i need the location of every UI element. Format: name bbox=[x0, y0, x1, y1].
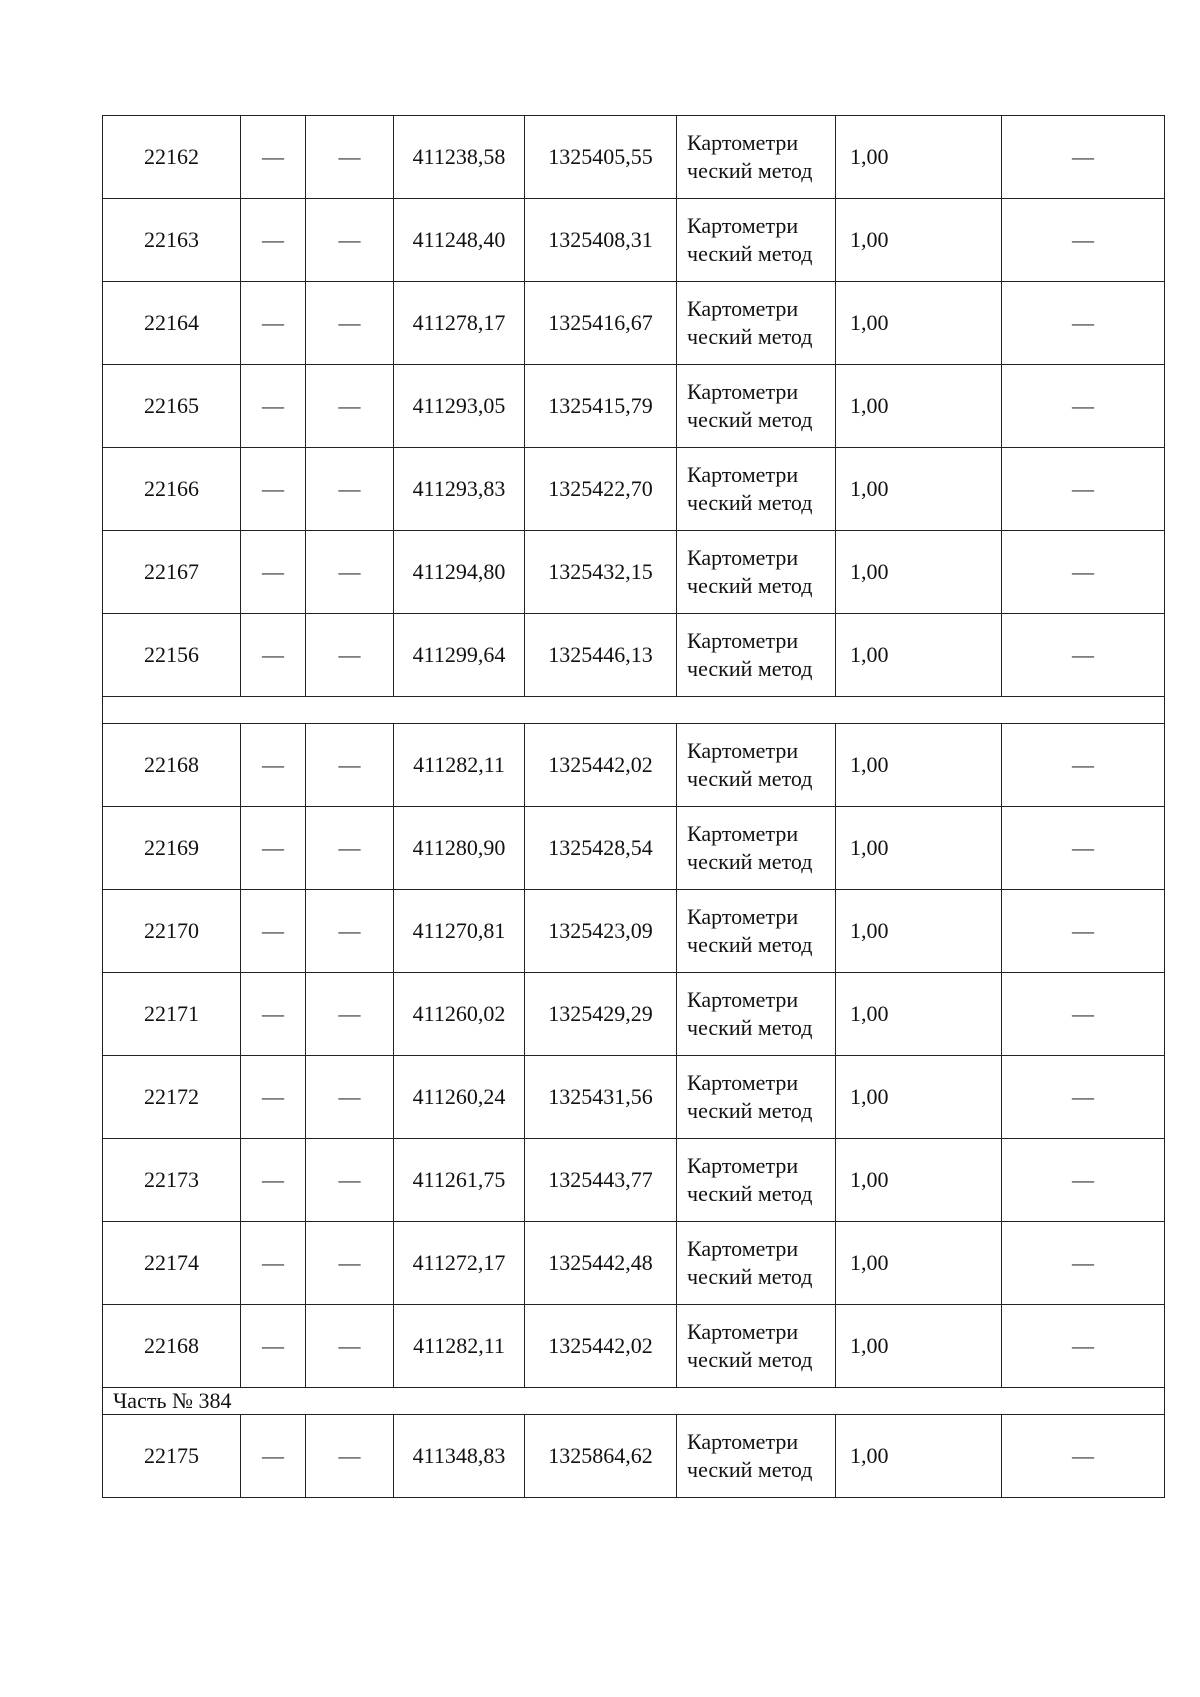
y-coordinate: 1325422,70 bbox=[525, 448, 677, 531]
accuracy-cell: 1,00 bbox=[836, 724, 1002, 807]
y-coordinate: 1325408,31 bbox=[525, 199, 677, 282]
dash-cell: — bbox=[306, 1415, 394, 1498]
dash-cell: — bbox=[1002, 1139, 1165, 1222]
y-coordinate: 1325446,13 bbox=[525, 614, 677, 697]
y-coordinate: 1325429,29 bbox=[525, 973, 677, 1056]
table-row bbox=[103, 1222, 1165, 1305]
separator-cell bbox=[103, 697, 1165, 724]
dash-cell: — bbox=[1002, 199, 1165, 282]
dash-cell: — bbox=[241, 1305, 306, 1388]
dash-cell: — bbox=[241, 724, 306, 807]
dash-cell: — bbox=[241, 365, 306, 448]
x-coordinate: 411260,02 bbox=[394, 973, 525, 1056]
table-row bbox=[103, 199, 1165, 282]
dash-cell: — bbox=[306, 199, 394, 282]
x-coordinate: 411282,11 bbox=[394, 1305, 525, 1388]
method-cell: Картометри ческий метод bbox=[677, 1415, 836, 1498]
table-body bbox=[103, 116, 1165, 1498]
x-coordinate: 411270,81 bbox=[394, 890, 525, 973]
x-coordinate: 411272,17 bbox=[394, 1222, 525, 1305]
dash-cell: — bbox=[1002, 1305, 1165, 1388]
method-cell: Картометри ческий метод bbox=[677, 116, 836, 199]
y-coordinate: 1325428,54 bbox=[525, 807, 677, 890]
table-row bbox=[103, 1305, 1165, 1388]
table-row bbox=[103, 282, 1165, 365]
accuracy-cell: 1,00 bbox=[836, 199, 1002, 282]
x-coordinate: 411282,11 bbox=[394, 724, 525, 807]
table-row bbox=[103, 1056, 1165, 1139]
accuracy-cell: 1,00 bbox=[836, 282, 1002, 365]
dash-cell: — bbox=[1002, 724, 1165, 807]
x-coordinate: 411238,58 bbox=[394, 116, 525, 199]
dash-cell: — bbox=[1002, 807, 1165, 890]
part-heading-row bbox=[103, 1388, 1165, 1415]
point-number: 22164 bbox=[103, 282, 241, 365]
table-row bbox=[103, 448, 1165, 531]
dash-cell: — bbox=[306, 116, 394, 199]
table-row bbox=[103, 365, 1165, 448]
point-number: 22168 bbox=[103, 724, 241, 807]
dash-cell: — bbox=[241, 973, 306, 1056]
point-number: 22173 bbox=[103, 1139, 241, 1222]
y-coordinate: 1325864,62 bbox=[525, 1415, 677, 1498]
point-number: 22166 bbox=[103, 448, 241, 531]
accuracy-cell: 1,00 bbox=[836, 448, 1002, 531]
dash-cell: — bbox=[306, 1139, 394, 1222]
method-cell: Картометри ческий метод bbox=[677, 1139, 836, 1222]
accuracy-cell: 1,00 bbox=[836, 531, 1002, 614]
accuracy-cell: 1,00 bbox=[836, 1056, 1002, 1139]
point-number: 22174 bbox=[103, 1222, 241, 1305]
dash-cell: — bbox=[241, 116, 306, 199]
dash-cell: — bbox=[306, 724, 394, 807]
coordinates-table bbox=[102, 115, 1165, 1498]
dash-cell: — bbox=[1002, 890, 1165, 973]
y-coordinate: 1325432,15 bbox=[525, 531, 677, 614]
dash-cell: — bbox=[306, 807, 394, 890]
x-coordinate: 411278,17 bbox=[394, 282, 525, 365]
y-coordinate: 1325442,48 bbox=[525, 1222, 677, 1305]
method-cell: Картометри ческий метод bbox=[677, 282, 836, 365]
x-coordinate: 411261,75 bbox=[394, 1139, 525, 1222]
table-row bbox=[103, 890, 1165, 973]
table-row bbox=[103, 973, 1165, 1056]
dash-cell: — bbox=[1002, 973, 1165, 1056]
dash-cell: — bbox=[1002, 116, 1165, 199]
x-coordinate: 411260,24 bbox=[394, 1056, 525, 1139]
part-heading: Часть № 384 bbox=[103, 1388, 1165, 1415]
dash-cell: — bbox=[1002, 282, 1165, 365]
method-cell: Картометри ческий метод bbox=[677, 448, 836, 531]
dash-cell: — bbox=[241, 1222, 306, 1305]
y-coordinate: 1325442,02 bbox=[525, 1305, 677, 1388]
dash-cell: — bbox=[306, 1222, 394, 1305]
dash-cell: — bbox=[1002, 1056, 1165, 1139]
dash-cell: — bbox=[306, 448, 394, 531]
x-coordinate: 411348,83 bbox=[394, 1415, 525, 1498]
x-coordinate: 411248,40 bbox=[394, 199, 525, 282]
y-coordinate: 1325416,67 bbox=[525, 282, 677, 365]
point-number: 22169 bbox=[103, 807, 241, 890]
x-coordinate: 411293,05 bbox=[394, 365, 525, 448]
method-cell: Картометри ческий метод bbox=[677, 1305, 836, 1388]
table-row bbox=[103, 807, 1165, 890]
method-cell: Картометри ческий метод bbox=[677, 614, 836, 697]
y-coordinate: 1325442,02 bbox=[525, 724, 677, 807]
dash-cell: — bbox=[241, 199, 306, 282]
accuracy-cell: 1,00 bbox=[836, 1139, 1002, 1222]
method-cell: Картометри ческий метод bbox=[677, 1056, 836, 1139]
dash-cell: — bbox=[241, 448, 306, 531]
x-coordinate: 411294,80 bbox=[394, 531, 525, 614]
dash-cell: — bbox=[306, 282, 394, 365]
method-cell: Картометри ческий метод bbox=[677, 807, 836, 890]
dash-cell: — bbox=[306, 531, 394, 614]
accuracy-cell: 1,00 bbox=[836, 973, 1002, 1056]
point-number: 22175 bbox=[103, 1415, 241, 1498]
point-number: 22170 bbox=[103, 890, 241, 973]
accuracy-cell: 1,00 bbox=[836, 365, 1002, 448]
dash-cell: — bbox=[241, 807, 306, 890]
dash-cell: — bbox=[241, 531, 306, 614]
method-cell: Картометри ческий метод bbox=[677, 199, 836, 282]
y-coordinate: 1325405,55 bbox=[525, 116, 677, 199]
method-cell: Картометри ческий метод bbox=[677, 724, 836, 807]
dash-cell: — bbox=[1002, 365, 1165, 448]
separator-row bbox=[103, 697, 1165, 724]
method-cell: Картометри ческий метод bbox=[677, 1222, 836, 1305]
table-row bbox=[103, 1139, 1165, 1222]
dash-cell: — bbox=[1002, 1222, 1165, 1305]
dash-cell: — bbox=[306, 973, 394, 1056]
dash-cell: — bbox=[241, 1139, 306, 1222]
point-number: 22165 bbox=[103, 365, 241, 448]
accuracy-cell: 1,00 bbox=[836, 807, 1002, 890]
dash-cell: — bbox=[306, 614, 394, 697]
table-row bbox=[103, 1415, 1165, 1498]
table-row bbox=[103, 116, 1165, 199]
dash-cell: — bbox=[306, 1305, 394, 1388]
method-cell: Картометри ческий метод bbox=[677, 973, 836, 1056]
x-coordinate: 411293,83 bbox=[394, 448, 525, 531]
dash-cell: — bbox=[306, 890, 394, 973]
point-number: 22167 bbox=[103, 531, 241, 614]
table-row bbox=[103, 531, 1165, 614]
point-number: 22171 bbox=[103, 973, 241, 1056]
accuracy-cell: 1,00 bbox=[836, 614, 1002, 697]
y-coordinate: 1325431,56 bbox=[525, 1056, 677, 1139]
method-cell: Картометри ческий метод bbox=[677, 531, 836, 614]
dash-cell: — bbox=[1002, 614, 1165, 697]
method-cell: Картометри ческий метод bbox=[677, 890, 836, 973]
dash-cell: — bbox=[241, 890, 306, 973]
dash-cell: — bbox=[241, 1056, 306, 1139]
table-row bbox=[103, 724, 1165, 807]
accuracy-cell: 1,00 bbox=[836, 116, 1002, 199]
dash-cell: — bbox=[1002, 448, 1165, 531]
point-number: 22172 bbox=[103, 1056, 241, 1139]
point-number: 22156 bbox=[103, 614, 241, 697]
y-coordinate: 1325415,79 bbox=[525, 365, 677, 448]
x-coordinate: 411299,64 bbox=[394, 614, 525, 697]
point-number: 22163 bbox=[103, 199, 241, 282]
table-row bbox=[103, 614, 1165, 697]
accuracy-cell: 1,00 bbox=[836, 1415, 1002, 1498]
dash-cell: — bbox=[306, 1056, 394, 1139]
point-number: 22162 bbox=[103, 116, 241, 199]
accuracy-cell: 1,00 bbox=[836, 890, 1002, 973]
accuracy-cell: 1,00 bbox=[836, 1222, 1002, 1305]
point-number: 22168 bbox=[103, 1305, 241, 1388]
x-coordinate: 411280,90 bbox=[394, 807, 525, 890]
dash-cell: — bbox=[1002, 1415, 1165, 1498]
accuracy-cell: 1,00 bbox=[836, 1305, 1002, 1388]
y-coordinate: 1325423,09 bbox=[525, 890, 677, 973]
dash-cell: — bbox=[241, 282, 306, 365]
dash-cell: — bbox=[1002, 531, 1165, 614]
dash-cell: — bbox=[306, 365, 394, 448]
method-cell: Картометри ческий метод bbox=[677, 365, 836, 448]
y-coordinate: 1325443,77 bbox=[525, 1139, 677, 1222]
dash-cell: — bbox=[241, 614, 306, 697]
dash-cell: — bbox=[241, 1415, 306, 1498]
